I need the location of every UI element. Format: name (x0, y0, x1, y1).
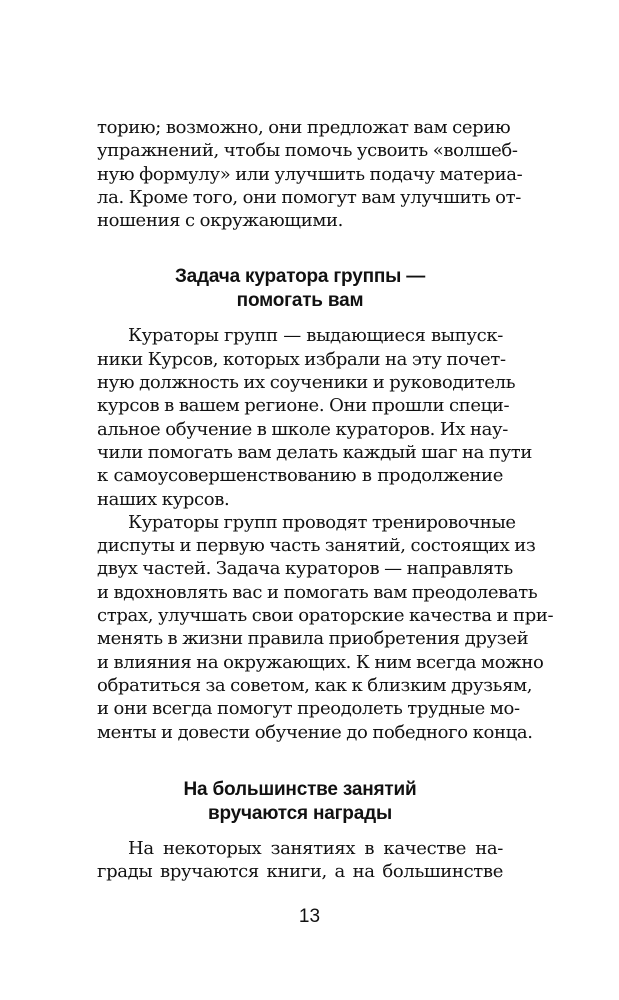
section-heading-curator (97, 265, 503, 313)
paragraph-intro (97, 116, 523, 232)
paragraph-curator-1 (97, 324, 533, 510)
text-line: обратиться за советом, как к близким друзьям, (97, 674, 533, 696)
text-line: страх, улучшать свои ораторские качества и при- (97, 605, 554, 627)
text-line: менять в жизни правила приобретения друзей (97, 628, 529, 650)
text-line: к самоусовершенствованию в продолжение (97, 465, 503, 487)
paragraph-awards-1 (97, 837, 503, 884)
text-line: чили помогать вам делать каждый шаг на пути (97, 441, 533, 463)
text-line: На некоторых занятиях в качестве на- (128, 837, 503, 859)
text-line: наших курсов. (97, 488, 230, 510)
text-line: грады вручаются книги, а на большинстве (97, 861, 503, 883)
page-number: 13 (298, 906, 321, 927)
section-heading-awards (97, 778, 503, 826)
heading-line: Задача куратора группы — (174, 266, 426, 288)
text-line: Кураторы групп проводят тренировочные (128, 511, 516, 533)
heading-line: вручаются награды (208, 802, 392, 824)
text-line: Кураторы групп — выдающиеся выпуск- (128, 325, 503, 347)
paragraph-curator-2 (97, 511, 554, 744)
text-line: торию; возможно, они предложат вам серию (97, 117, 511, 138)
text-line: диспуты и первую часть занятий, состоящих из (97, 535, 536, 557)
text-line: и вдохновлять вас и помогать вам преодолевать (97, 581, 538, 603)
text-line: ла. Кроме того, они помогут вам улучшить от- (97, 186, 521, 208)
text-line: двух частей. Задача кураторов — направлять (97, 558, 513, 580)
text-line: менты и довести обучение до победного конца. (97, 721, 533, 743)
text-line: ную формулу» или улучшить подачу материа- (97, 163, 523, 185)
text-line: курсов в вашем регионе. Они прошли специ- (97, 395, 510, 417)
text-line: и они всегда помогут преодолеть трудные мо- (97, 698, 520, 720)
text-line: ную должность их соученики и руководитель (97, 372, 516, 394)
text-line: упражнений, чтобы помочь усвоить «волшеб- (97, 140, 518, 162)
heading-line: помогать вам (236, 290, 364, 312)
text-line: ники Курсов, которых избрали на эту почет- (97, 348, 506, 370)
heading-line: На большинстве занятий (183, 778, 417, 800)
text-line: ношения с окружающими. (97, 210, 344, 232)
text-line: альное обучение в школе кураторов. Их нау- (97, 418, 508, 440)
book-page-text (97, 116, 554, 883)
text-line: и влияния на окружающих. К ним всегда можно (97, 651, 544, 673)
